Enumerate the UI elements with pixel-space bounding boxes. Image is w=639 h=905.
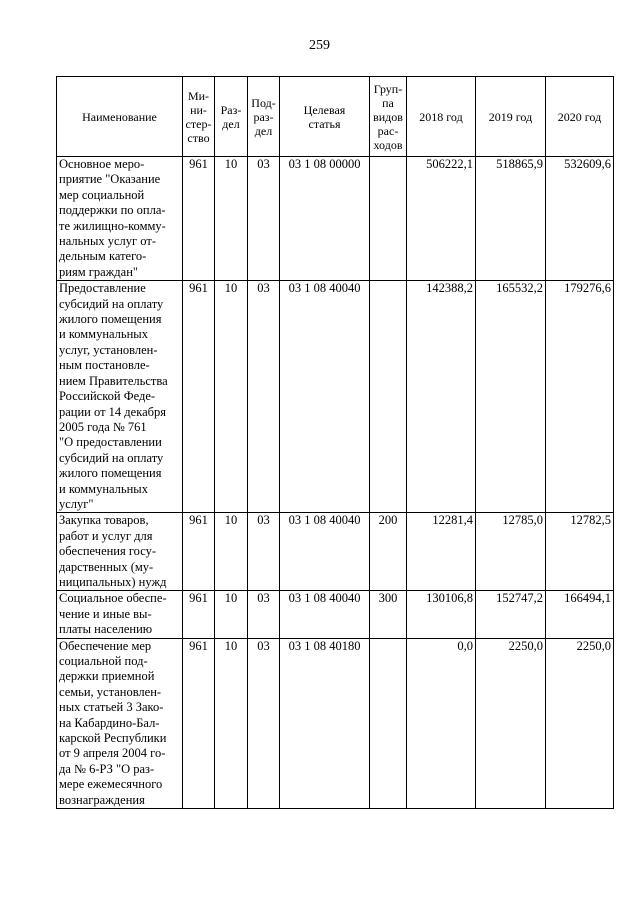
header-expense-group: Груп- па видов рас- ходов: [370, 77, 407, 157]
cell-expense-group: 200: [370, 513, 407, 591]
table-row: [57, 591, 614, 638]
name-line: субсидий на оплату: [59, 296, 164, 311]
cell-subsection: 03: [248, 281, 280, 513]
cell-subsection: 03: [248, 157, 280, 281]
cell-2019: 12785,0: [476, 513, 546, 591]
cell-2019: 518865,9: [476, 157, 546, 281]
cell-section: 10: [215, 157, 248, 281]
name-line: приятие "Оказание: [59, 172, 161, 187]
cell-expense-group: [370, 157, 407, 281]
name-line: те жилищно-комму-: [59, 218, 166, 233]
cell-2019: 165532,2: [476, 281, 546, 513]
name-line: жилого помещения: [59, 312, 162, 327]
cell-ministry: 961: [183, 281, 215, 513]
name-line: обеспечения госу-: [59, 544, 157, 559]
cell-2020: 179276,6: [546, 281, 614, 513]
name-line: Социальное обеспе-: [59, 591, 167, 606]
cell-2018: 506222,1: [407, 157, 476, 281]
cell-subsection: 03: [248, 513, 280, 591]
cell-2020: 12782,5: [546, 513, 614, 591]
cell-section: 10: [215, 638, 248, 808]
name-line: да № 6-РЗ "О раз-: [59, 761, 155, 776]
name-line: Обеспечение мер: [59, 638, 152, 653]
name-line: от 9 апреля 2004 го-: [59, 746, 166, 761]
name-line: Предоставление: [59, 281, 146, 296]
cell-section: 10: [215, 591, 248, 638]
name-line: и коммунальных: [59, 327, 148, 342]
name-line: платы населению: [59, 622, 153, 637]
header-row: [57, 77, 614, 157]
cell-2019: 152747,2: [476, 591, 546, 638]
name-line: вознаграждения: [59, 792, 145, 807]
cell-subsection: 03: [248, 638, 280, 808]
cell-expense-group: 300: [370, 591, 407, 638]
name-line: ниципальных) нужд: [59, 574, 167, 589]
name-line: социальной под-: [59, 654, 148, 668]
name-line: чение и иные вы-: [59, 606, 152, 621]
name-line: "О предоставлении: [59, 435, 162, 450]
table-row: [57, 281, 614, 513]
cell-target: 03 1 08 40040: [280, 281, 370, 513]
header-name: Наименование: [57, 77, 183, 157]
table-row: [57, 638, 614, 808]
header-target: Целевая статья: [280, 77, 370, 157]
name-line: 2005 года № 761: [59, 419, 147, 434]
cell-name: [57, 513, 183, 591]
name-line: мере ежемесячного: [59, 777, 163, 792]
cell-name: [57, 638, 183, 808]
name-line: услуг": [59, 496, 94, 511]
name-line: субсидий на оплату: [59, 450, 164, 465]
page-number: 259: [309, 38, 330, 53]
header-subsection: Под- раз- дел: [248, 77, 280, 157]
cell-section: 10: [215, 281, 248, 513]
name-line: работ и услуг для: [59, 528, 153, 543]
name-line: нальных услуг от-: [59, 234, 156, 249]
name-line: ных статьей 3 Зако-: [59, 700, 164, 715]
cell-expense-group: [370, 638, 407, 808]
name-line: услуг, установлен-: [59, 342, 158, 357]
name-line: риям граждан": [59, 264, 138, 279]
name-line: Закупка товаров,: [59, 513, 149, 528]
cell-target: 03 1 08 00000: [280, 157, 370, 281]
cell-2018: 130106,8: [407, 591, 476, 638]
cell-name: [57, 281, 183, 513]
cell-target: 03 1 08 40040: [280, 513, 370, 591]
name-line: держки приемной: [59, 669, 155, 684]
name-line: дарственных (му-: [59, 559, 154, 574]
name-line: на Кабардино-Бал-: [59, 715, 160, 730]
name-line: поддержки по опла-: [59, 203, 166, 218]
header-section: Раз- дел: [215, 77, 248, 157]
header-2018: 2018 год: [407, 77, 476, 157]
header-2019: 2019 год: [476, 77, 546, 157]
cell-ministry: 961: [183, 513, 215, 591]
name-line: нием Правительства: [59, 373, 168, 388]
name-line: семьи, установлен-: [59, 684, 162, 699]
cell-2020: 2250,0: [546, 638, 614, 808]
cell-ministry: 961: [183, 157, 215, 281]
table-row: [57, 513, 614, 591]
cell-target: 03 1 08 40040: [280, 591, 370, 638]
table-row: [57, 157, 614, 281]
name-line: рации от 14 декабря: [59, 404, 166, 419]
cell-ministry: 961: [183, 591, 215, 638]
name-line: мер социальной: [59, 187, 145, 202]
name-line: карской Республики: [59, 731, 167, 746]
cell-2020: 166494,1: [546, 591, 614, 638]
cell-name: [57, 157, 183, 281]
cell-section: 10: [215, 513, 248, 591]
name-line: дельным катего-: [59, 249, 147, 264]
cell-2019: 2250,0: [476, 638, 546, 808]
header-ministry: Ми- ни- стер- ство: [183, 77, 215, 157]
cell-2018: 0,0: [407, 638, 476, 808]
cell-2020: 532609,6: [546, 157, 614, 281]
header-2020: 2020 год: [546, 77, 614, 157]
name-line: и коммунальных: [59, 481, 148, 496]
name-line: Российской Феде-: [59, 389, 156, 404]
cell-2018: 142388,2: [407, 281, 476, 513]
cell-expense-group: [370, 281, 407, 513]
cell-name: [57, 591, 183, 638]
cell-ministry: 961: [183, 638, 215, 808]
cell-target: 03 1 08 40180: [280, 638, 370, 808]
name-line: жилого помещения: [59, 466, 162, 481]
name-line: Основное меро-: [59, 157, 145, 171]
name-line: ным постановле-: [59, 358, 150, 373]
cell-2018: 12281,4: [407, 513, 476, 591]
budget-table: [56, 76, 614, 809]
cell-subsection: 03: [248, 591, 280, 638]
